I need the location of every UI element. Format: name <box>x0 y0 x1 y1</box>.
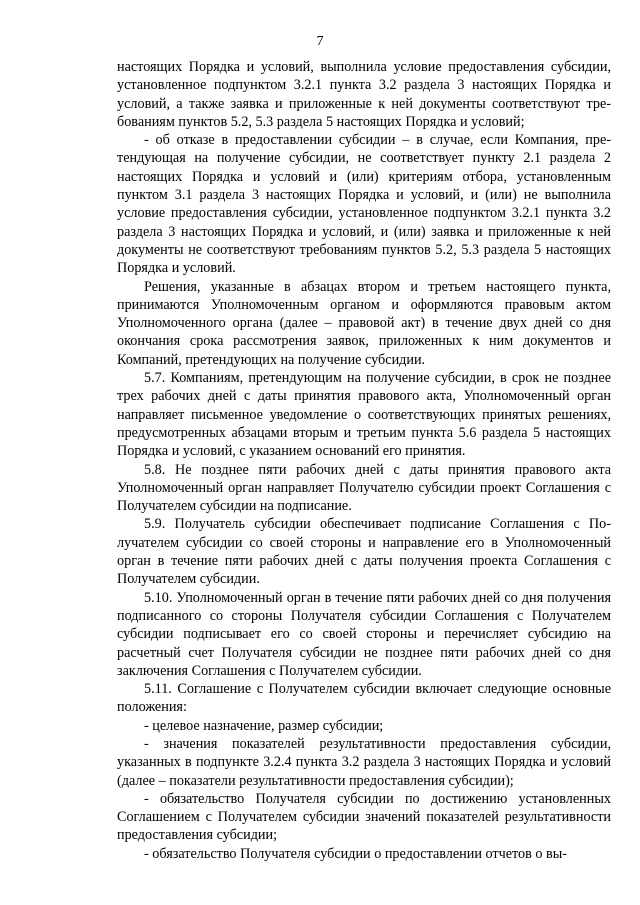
paragraph-5-10: 5.10. Уполномоченный орган в течение пяти рабочих дней со дня получения подписанного со стороны Получателя субсидии Соглашения с Получателем субсидии подписывает его со своей стороны и перечисляет субсидию на расчетный счет Получателя субсидии не позднее пяти рабочих дней со дня заключения Соглашения с Получателем субсидии. <box>117 589 611 679</box>
paragraph-continuation: настоящих Порядка и условий, выполнила условие предоставления субсидии, установленное подпунктом 3.2.1 пункта 3.2 раздела 3 настоящих Порядка и условий, а также заявка и приложенные к ней документы соответствуют требованиям пунктов 5.2, 5.3 раздела 5 настоящих Порядка и условий; <box>117 59 611 130</box>
paragraph-5-9: 5.9. Получатель субсидии обеспечивает подписание Соглашения с Получателем субсидии со своей стороны и направление его в Уполномоченный орган в течение пяти рабочих дней с даты получения проекта Соглашения с Получателем субсидии. <box>117 516 611 588</box>
list-item-obligation-achievement: - обязательство Получателя субсидии по достижению установленных Соглашением с Получателем субсидии значений показателей результативности предоставления субсидии; <box>117 790 611 844</box>
paragraph-5-7: 5.7. Компаниям, претендующим на получение субсидии, в срок не позднее трех рабочих дней с даты принятия правового акта, Уполномоченный орган направляет письменное уведомление о соответствующих принятых решениях, предусмотренных абзацами вторым и третьим пункта 5.6 раздела 5 настоящих Порядка и условий, с указанием оснований его принятия. <box>117 370 611 460</box>
list-item-purpose: - целевое назначение, размер субсидии; <box>144 717 384 734</box>
document-body <box>117 58 611 863</box>
list-item-obligation-reports: - обязательство Получателя субсидии о предоставлении отчетов о вы- <box>144 845 567 862</box>
paragraph-5-8: 5.8. Не позднее пяти рабочих дней с даты принятия правового акта Уполномоченный орган направляет Получателю субсидии проект Соглашения с Получателем субсидии на подписание. <box>117 461 611 515</box>
paragraph-5-11: 5.11. Соглашение с Получателем субсидии включает следующие основные положения: <box>117 681 611 716</box>
list-item-indicators: - значения показателей результативности предоставления субсидии, указанных в подпункте 3.2.4 пункта 3.2 раздела 3 настоящих Порядка и условий (далее – показатели результативности предоставления субсидии); <box>117 735 611 789</box>
paragraph-refusal-item: - об отказе в предоставлении субсидии – в случае, если Компания, претендующая на получение субсидии, не соответствует пункту 2.1 раздела 2 настоящих Порядка и условий и (или) критериям отбора, установленным пунктом 3.1 раздела 3 настоящих Порядка и условий, и (или) не выполнила условие предоставления субсидии, установленное подпунктом 3.2.1 пункта 3.2 раздела 3 настоящих Порядка и условий, и (или) заявка и приложенные к ней документы не соответствуют требованиям пунктов 5.2, 5.3 раздела 5 настоящих Порядка и условий. <box>117 132 611 277</box>
page-number: 7 <box>316 34 324 49</box>
paragraph-decisions: Решения, указанные в абзацах втором и третьем настоящего пункта, принимаются Уполномоченным органом и оформляются правовым актом Уполномоченного органа (далее – правовой акт) в течение двух дней со дня окончания срока рассмотрения заявок, приложенных к ним документов и Компаний, претендующих на получение субсидии. <box>117 278 611 368</box>
